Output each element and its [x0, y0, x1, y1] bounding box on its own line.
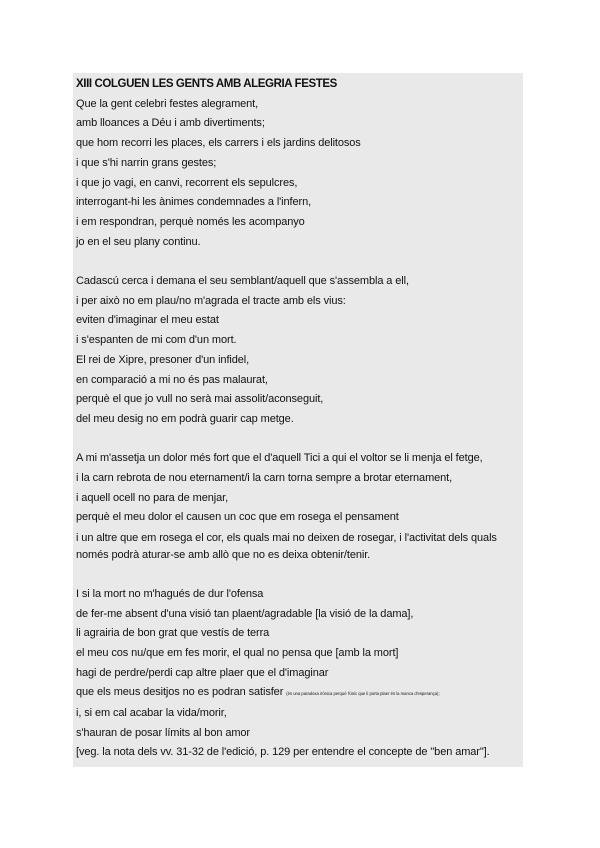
verse-line: I si la mort no m'hagués de dur l'ofensa — [76, 587, 264, 600]
verse-line: del meu desig no em podrà guarir cap metge. — [76, 412, 294, 425]
verse-line: i, si em cal acabar la vida/morir, — [76, 707, 227, 720]
verse-line: de fer-me absent d'una visió tan plaent/agradable [la visió de la dama], — [76, 607, 414, 620]
verse-line: i que s'hi narrin grans gestes; — [76, 156, 217, 169]
verse-line: i que jo vagi, en canvi, recorrent els sepulcres, — [76, 176, 298, 189]
verse-line: El rei de Xipre, presoner d'un infidel, — [76, 353, 250, 366]
stanza-4 — [76, 585, 521, 763]
verse-line: en comparació a mi no és pas malaurat, — [76, 373, 268, 386]
stanza-3 — [76, 449, 521, 565]
verse-line: Cadascú cerca i demana el seu semblant/aquell que s'assembla a ell, — [76, 275, 409, 288]
footnote-comment: (és una paradoxa irònica perquè l'únic que li porta plaer és la manca d'esperança); — [286, 691, 440, 697]
verse-text: que els meus desitjos no es podran satisfer — [76, 686, 284, 699]
verse-line: i per això no em plau/no m'agrada el tracte amb els vius: — [76, 294, 346, 307]
verse-line: A mi m'assetja un dolor més fort que el d'aquell Tici a qui el voltor se li menja el fetge, — [76, 452, 483, 465]
stanza-gap — [76, 565, 521, 585]
stanza-gap — [76, 430, 521, 450]
verse-line-wrapped: i un altre que em rosega el cor, els quals mai no deixen de rosegar, i l'activitat dels quals només podrà aturar-se amb allò que no es deixa obtenir/tenir. — [76, 532, 497, 562]
poem-title: XIII COLGUEN LES GENTS AMB ALEGRIA FESTES — [76, 78, 337, 90]
verse-line: hagi de perdre/perdi cap altre plaer que el d'imaginar — [76, 666, 329, 679]
verse-line: el meu cos nu/que em fes morir, el qual no pensa que [amb la mort] — [76, 646, 399, 659]
verse-line: [veg. la nota dels vv. 31-32 de l'edició, p. 129 per entendre el concepte de "ben amar"]. — [76, 746, 490, 759]
verse-line: eviten d'imaginar el meu estat — [76, 314, 219, 327]
verse-line: i la carn rebrota de nou eternament/i la carn torna sempre a brotar eternament, — [76, 472, 453, 485]
verse-line: Que la gent celebri festes alegrament, — [76, 97, 259, 110]
verse-line: i em respondran, perquè només les acompanyo — [76, 215, 305, 228]
verse-line: amb lloances a Déu i amb divertiments; — [76, 117, 265, 130]
verse-line: s'hauran de posar límits al bon amor — [76, 726, 250, 739]
verse-line: perquè el que jo vull no serà mai assolit/aconseguit, — [76, 393, 324, 406]
verse-line: interrogant-hi les ànimes condemnades a l'infern, — [76, 196, 312, 209]
verse-line: i s'espanten de mi com d'un mort. — [76, 334, 237, 347]
verse-line: li agrairia de bon grat que vestís de terra — [76, 627, 270, 640]
verse-line: que hom recorri les places, els carrers i els jardins delitosos — [76, 137, 361, 150]
verse-line: i aquell ocell no para de menjar, — [76, 491, 229, 504]
stanza-2 — [76, 272, 521, 430]
verse-line-with-note — [76, 683, 521, 704]
stanza-1 — [76, 95, 521, 253]
verse-line: perquè el meu dolor el causen un coc que em rosega el pensament — [76, 511, 399, 524]
verse-line: jo en el seu plany continu. — [76, 235, 201, 248]
poem-translation-block — [73, 73, 523, 767]
stanza-gap — [76, 252, 521, 272]
